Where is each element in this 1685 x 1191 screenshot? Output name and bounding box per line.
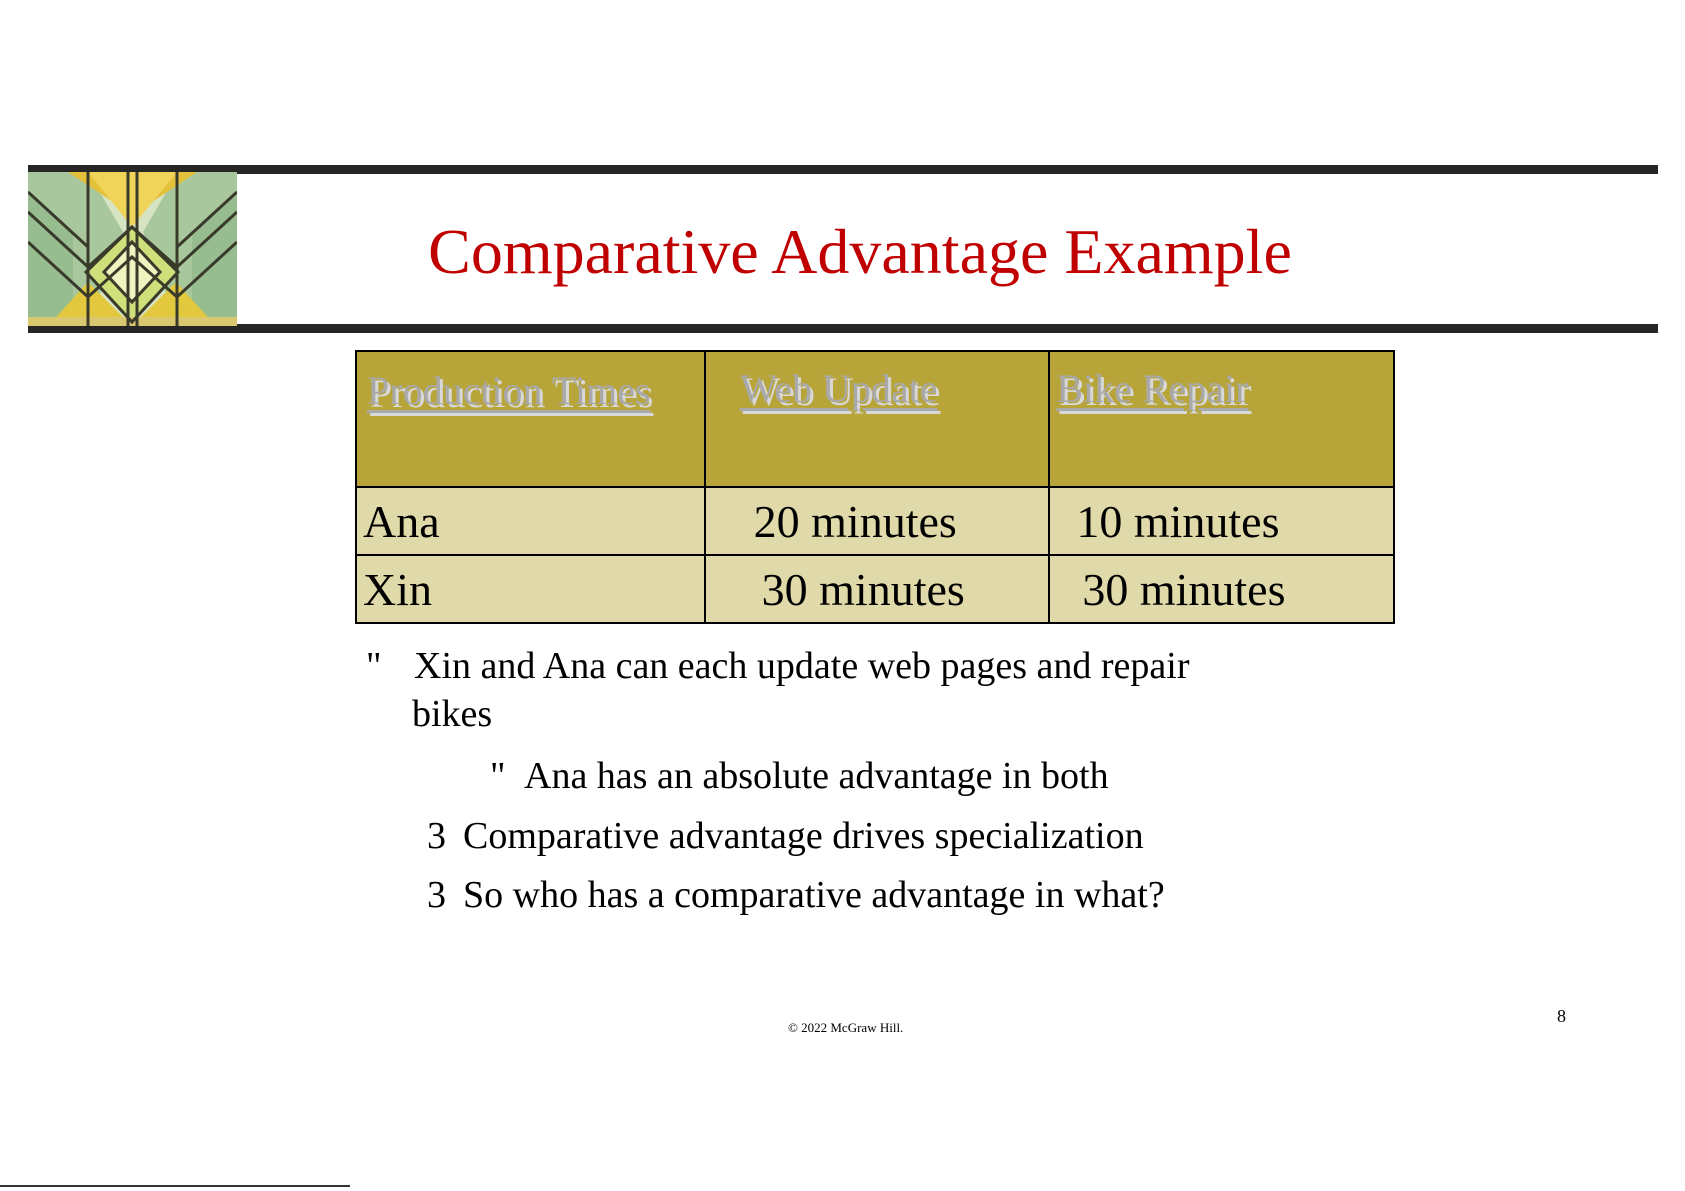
bullet-marker: " <box>366 645 382 687</box>
footer-divider <box>0 1185 350 1187</box>
table-row <box>356 555 1394 623</box>
row-name: Ana <box>356 487 705 555</box>
bike-repair-time: 30 minutes <box>1049 555 1394 623</box>
bike-repair-time: 10 minutes <box>1049 487 1394 555</box>
header-top-bar <box>28 165 1658 174</box>
bullet-marker: 3 <box>427 874 446 916</box>
page-number: 8 <box>1557 1006 1566 1026</box>
header-web-update-label: Web Update <box>739 366 938 411</box>
header-production-times <box>356 351 705 487</box>
bullet-text: Ana has an absolute advantage in both <box>524 755 1109 797</box>
table-row <box>356 487 1394 555</box>
bullet-marker: 3 <box>427 815 446 857</box>
header-production-times-label: Production Times <box>367 368 651 413</box>
header-bike-repair <box>1049 351 1394 487</box>
bullet-text: Xin and Ana can each update web pages and repair <box>414 645 1190 687</box>
bullet-text: Comparative advantage drives specialization <box>463 815 1144 857</box>
copyright-notice: © 2022 McGraw Hill. <box>788 1020 904 1035</box>
web-update-time: 20 minutes <box>705 487 1050 555</box>
header-bike-repair-label: Bike Repair <box>1056 366 1249 411</box>
stained-glass-logo <box>28 172 237 326</box>
bullet-text: So who has a comparative advantage in what? <box>463 874 1165 916</box>
production-times-table <box>355 350 1395 624</box>
table-header-row <box>356 351 1394 487</box>
header-bottom-bar <box>28 324 1658 333</box>
bullet-text-continued: bikes <box>412 693 493 735</box>
bullet-marker: " <box>490 755 506 797</box>
web-update-time: 30 minutes <box>705 555 1050 623</box>
slide-title: Comparative Advantage Example <box>428 216 1292 287</box>
header-web-update <box>705 351 1050 487</box>
row-name: Xin <box>356 555 705 623</box>
